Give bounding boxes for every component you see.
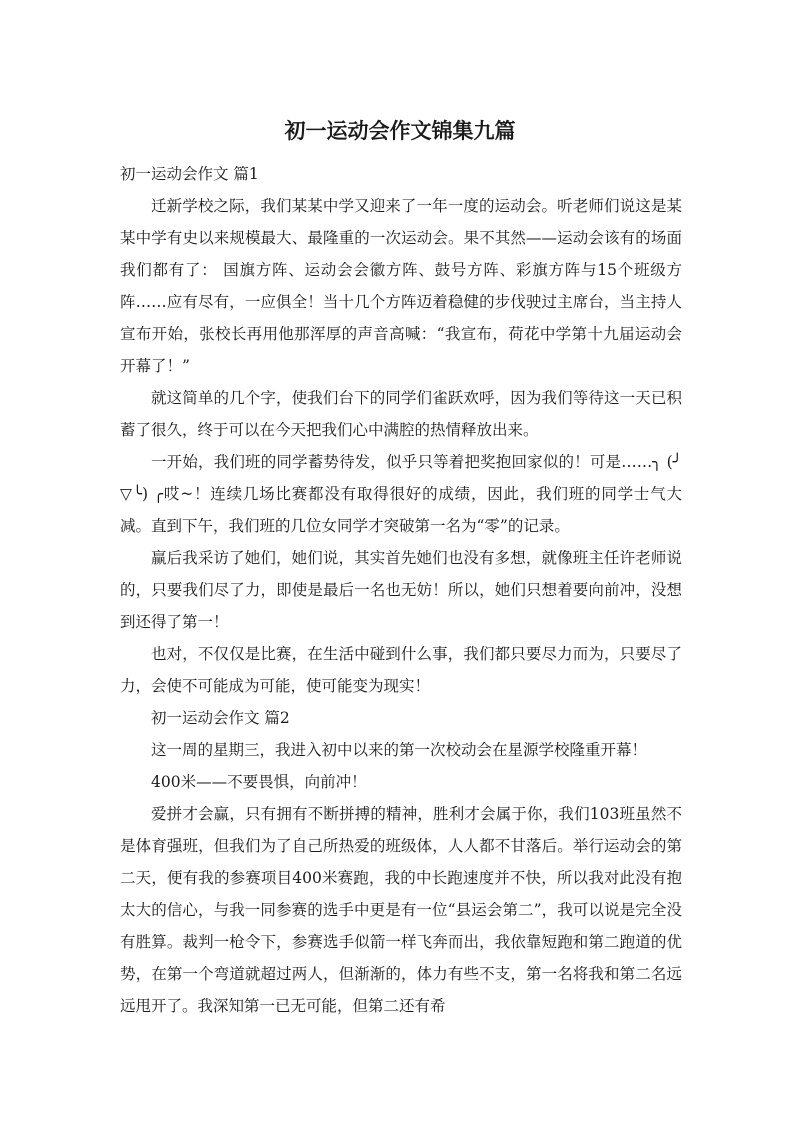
paragraph: 就这简单的几个字，使我们台下的同学们雀跃欢呼，因为我们等待这一天已积蓄了很久，终于可以在今天把我们心中满腔的热情释放出来。 (120, 389, 682, 439)
document-body (120, 158, 682, 1022)
paragraph: 也对，不仅仅是比赛，在生活中碰到什么事，我们都只要尽力而为，只要尽了力，会使不可能成为可能，使可能变为现实！ (120, 645, 682, 695)
document-title: 初一运动会作文锦集九篇 (284, 119, 516, 143)
paragraph: 400米——不要畏惧，向前冲！ (151, 773, 367, 791)
section-heading: 初一运动会作文 篇2 (151, 709, 290, 727)
paragraph: 赢后我采访了她们，她们说，其实首先她们也没有多想，就像班主任许老师说的，只要我们尽了力，即使是最后一名也无妨！所以，她们只想着要向前冲，没想到还得了第一！ (120, 549, 682, 631)
paragraph: 迁新学校之际，我们某某中学又迎来了一年一度的运动会。听老师们说这是某某中学有史以来规模最大、最隆重的一次运动会。果不其然——运动会该有的场面我们都有了： 国旗方阵、运动会会徽方阵、鼓号方阵、彩旗方阵与15个班级方阵……应有尽有，一应俱全！当十几个方阵迈着稳健的步伐驶过主席台，当主持人宣布开始，张校长再用他那浑厚的声音高喊：“我宣布，荷花中学第十九届运动会开幕了！” (120, 197, 682, 375)
paragraph: 这一周的星期三，我进入初中以来的第一次校动会在星源学校隆重开幕！ (151, 741, 648, 759)
section-heading: 初一运动会作文 篇1 (120, 165, 259, 183)
paragraph: 爱拼才会赢，只有拥有不断拼搏的精神，胜利才会属于你，我们103班虽然不是体育强班，但我们为了自己所热爱的班级体，人人都不甘落后。举行运动会的第二天，便有我的参赛项目400米赛跑，我的中长跑速度并不快，所以我对此没有抱太大的信心，与我一同参赛的选手中更是有一位“县运会第二”，我可以说是完全没有胜算。裁判一枪令下，参赛选手似箭一样飞奔而出，我依靠短跑和第二跑道的优势，在第一个弯道就超过两人，但渐渐的，体力有些不支，第一名将我和第二名远远甩开了。我深知第一已无可能，但第二还有希 (120, 805, 682, 1015)
paragraph: 一开始，我们班的同学蓄势待发，似乎只等着把奖抱回家似的！可是……╮ (╯▽╰) ╭哎~！连续几场比赛都没有取得很好的成绩，因此，我们班的同学士气大减。直到下午，我们班的几位女同学才突破第一名为“零”的记录。 (120, 453, 682, 535)
